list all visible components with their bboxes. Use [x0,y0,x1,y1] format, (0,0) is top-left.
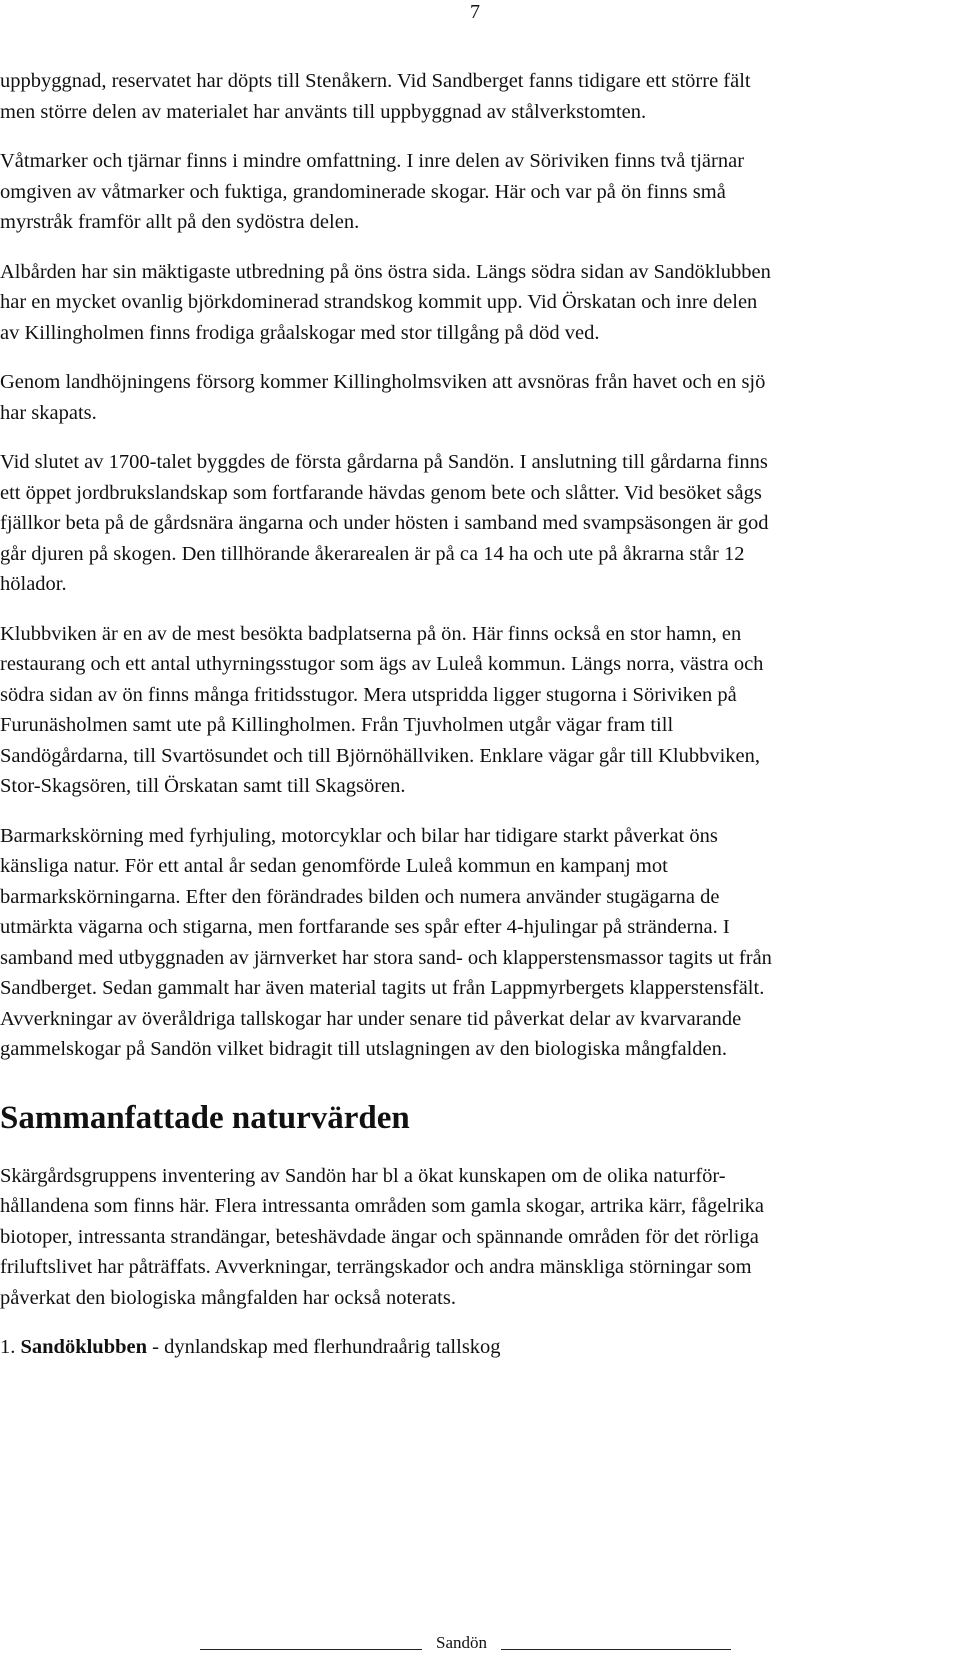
footer-rule-left [200,1649,422,1650]
text-line: av Killingholmen finns frodiga gråalskogar med stor tillgång på död ved. [0,321,600,344]
footer-rule-right [501,1649,731,1650]
text-line: Albården har sin mäktigaste utbredning på öns östra sida. Längs södra sidan av Sandöklubben [0,260,771,283]
text-line: barmarkskörningarna. Efter den förändrades bilden och numera använder stugägarna de [0,885,720,908]
list-term: Sandöklubben [20,1336,148,1358]
text-line: känsliga natur. För ett antal år sedan genomförde Luleå kommun en kampanj mot [0,855,668,877]
text-line: omgiven av våtmarker och fuktiga, grandominerade skogar. Här och var på ön finns små [0,180,726,203]
text-line: Våtmarker och tjärnar finns i mindre omfattning. I inre delen av Söriviken finns två tjärnar [0,150,745,172]
list-item [0,1332,956,1362]
page-footer [200,1633,760,1653]
text-line: Avverkningar av överåldriga tallskogar har under senare tid påverkat delar av kvarvarande [0,1007,742,1030]
paragraph [0,619,956,802]
text-line: myrstråk framför allt på den sydöstra delen. [0,211,360,233]
text-line: utmärkta vägarna och stigarna, men fortfarande ses spår efter 4-hjulingar på stränderna. I [0,916,730,938]
text-line: hållandena som finns här. Flera intressanta områden som gamla skogar, artrika kärr, fågelrika [0,1195,764,1217]
text-line: gammelskogar på Sandön vilket bidragit till utslagningen av den biologiska mångfalden. [0,1038,728,1060]
paragraph [0,447,956,600]
section-paragraph [0,1161,956,1314]
text-line: uppbyggnad, reservatet har döpts till Stenåkern. Vid Sandberget fanns tidigare ett större fält [0,70,751,92]
text-line: går djuren på skogen. Den tillhörande åkerarealen är på ca 14 ha och ute på åkrarna står 12 [0,542,745,565]
text-line: Furunäsholmen samt ute på Killingholmen. Från Tjuvholmen utgår vägar fram till [0,714,674,736]
page-number: 7 [470,1,480,23]
document-body [0,66,956,1362]
text-line: Skärgårdsgruppens inventering av Sandön har bl a ökat kunskapen om de olika naturför- [0,1164,726,1187]
paragraph [0,66,956,127]
footer-label: Sandön [436,1633,487,1652]
text-line: biotoper, intressanta strandängar, beteshävdade ängar och spännande områden för det rörliga [0,1225,759,1248]
text-line: men större delen av materialet har använts till uppbyggnad av stålverkstomten. [0,100,647,123]
paragraph [0,146,956,238]
list-number: 1. [0,1336,16,1358]
text-line: fjällkor beta på de gårdsnära ängarna och under hösten i samband med svampsäsongen är god [0,512,769,534]
text-line: södra sidan av ön finns många fritidsstugor. Mera utspridda ligger stugorna i Söriviken på [0,683,737,706]
text-line: restaurang och ett antal uthyrningsstugor som ägs av Luleå kommun. Längs norra, västra och [0,653,764,675]
text-line: påverkat den biologiska mångfalden har också noterats. [0,1286,456,1309]
text-line: samband med utbyggnaden av järnverket har stora sand- och klapperstensmassor tagits ut från [0,946,772,969]
text-line: ett öppet jordbrukslandskap som fortfarande hävdas genom bete och slåtter. Vid besöket sågs [0,481,762,504]
text-line: friluftslivet har påträffats. Avverkningar, terrängskador och andra mänskliga störningar som [0,1256,752,1278]
text-line: Sandögårdarna, till Svartösundet och till Björnöhällviken. Enklare vägar går till Klubbviken, [0,744,761,767]
text-line: Stor-Skagsören, till Örskatan samt till Skagsören. [0,775,406,797]
paragraph [0,821,956,1065]
text-line: hölador. [0,573,67,595]
list-description: - dynlandskap med flerhundraårig tallskog [147,1336,501,1358]
text-line: har skapats. [0,401,97,424]
paragraph [0,367,956,428]
text-line: Klubbviken är en av de mest besökta badplatserna på ön. Här finns också en stor hamn, en [0,622,742,645]
paragraph [0,257,956,349]
text-line: Vid slutet av 1700-talet byggdes de första gårdarna på Sandön. I anslutning till gårdarna finns [0,451,768,473]
text-line: Sandberget. Sedan gammalt har även material tagits ut från Lappmyrbergets klapperstensfält. [0,977,765,999]
text-line: Genom landhöjningens försorg kommer Killingholmsviken att avsnöras från havet och en sjö [0,371,766,393]
text-line: har en mycket ovanlig björkdominerad strandskog kommit upp. Vid Örskatan och inre delen [0,291,758,313]
text-line: Barmarkskörning med fyrhjuling, motorcyklar och bilar har tidigare starkt påverkat öns [0,824,718,847]
section-heading: Sammanfattade naturvärden [0,1099,410,1136]
